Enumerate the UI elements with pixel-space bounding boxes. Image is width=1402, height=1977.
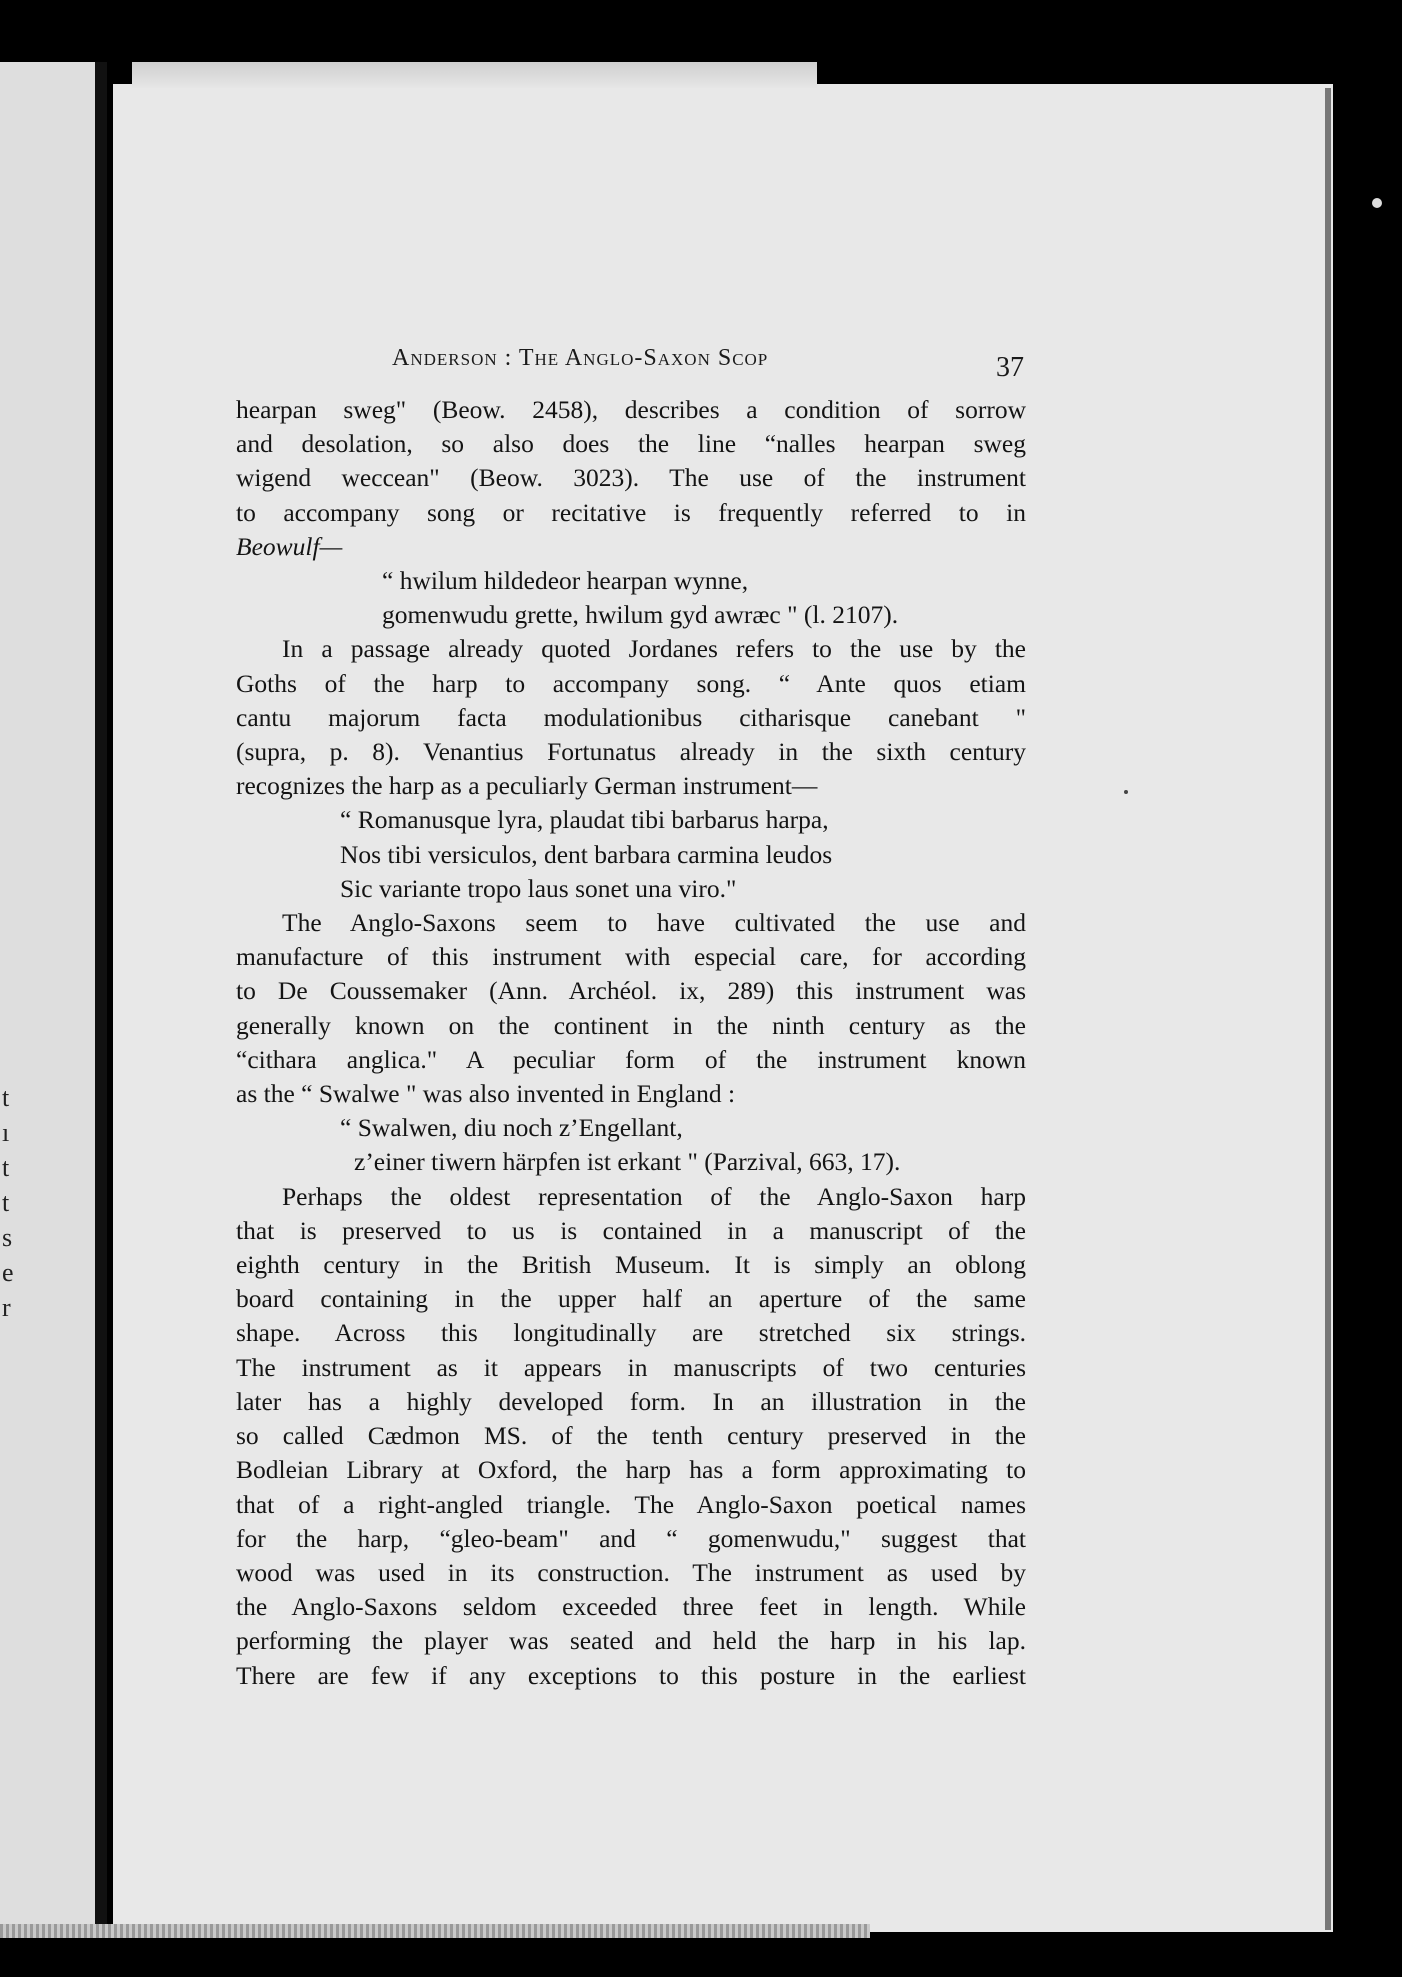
scan-speck (1124, 790, 1128, 794)
verse-line: Sic variante tropo laus sonet una viro." (340, 873, 737, 903)
text-line: to De Coussemaker (Ann. Archéol. ix, 289) this instrument was (236, 976, 1026, 1006)
scan-dot (1372, 198, 1382, 208)
page-number: 37 (996, 352, 1024, 383)
paragraph (236, 1180, 1026, 1693)
text-line: wigend weccean" (Beow. 3023). The use of the instrument (236, 463, 1026, 493)
text-line: Beowulf— (236, 531, 343, 561)
text-line: (supra, p. 8). Venantius Fortunatus already in the sixth century (236, 737, 1026, 767)
text-line: Perhaps the oldest representation of the Anglo-Saxon harp (282, 1181, 1026, 1211)
text-line: manufacture of this instrument with especial care, for according (236, 942, 1026, 972)
text-line: The instrument as it appears in manuscripts of two centuries (236, 1352, 1026, 1382)
text-line: performing the player was seated and held the harp in his lap. (236, 1626, 1026, 1656)
margin-mark: t (2, 1083, 10, 1112)
body-text (236, 393, 1026, 1693)
text-line: that of a right-angled triangle. The Anglo-Saxon poetical names (236, 1489, 1026, 1519)
verse-line: z’einer tiwern härpfen ist erkant " (Parzival, 663, 17). (354, 1147, 901, 1177)
text-line: that is preserved to us is contained in a manuscript of the (236, 1215, 1026, 1245)
book-gutter (95, 62, 107, 1924)
text-line: Bodleian Library at Oxford, the harp has a form approximating to (236, 1455, 1026, 1485)
text-line: shape. Across this longitudinally are stretched six strings. (236, 1318, 1026, 1348)
running-head: Anderson : The Anglo-Saxon Scop (392, 345, 769, 371)
text-line: for the harp, “gleo-beam" and “ gomenwudu," suggest that (236, 1523, 1026, 1553)
verse-line: “ Romanusque lyra, plaudat tibi barbarus harpa, (340, 805, 829, 835)
text-line: hearpan sweg" (Beow. 2458), describes a condition of sorrow (236, 395, 1026, 424)
text-line: as the “ Swalwe " was also invented in England : (236, 1079, 736, 1109)
page-top-strip (132, 62, 817, 88)
paragraph (236, 632, 1026, 803)
verse-line: “ Swalwen, diu noch z’Engellant, (340, 1113, 683, 1143)
text-line: board containing in the upper half an aperture of the same (236, 1284, 1026, 1314)
margin-mark: t (2, 1153, 10, 1182)
paragraph (236, 393, 1026, 564)
text-line: wood was used in its construction. The instrument as used by (236, 1557, 1026, 1587)
margin-mark: s (2, 1223, 13, 1252)
page-right-shadow (1325, 88, 1331, 1930)
margin-mark: ı (2, 1118, 10, 1147)
text-line: “cithara anglica." A peculiar form of the instrument known (236, 1044, 1026, 1074)
verse-line: “ hwilum hildedeor hearpan wynne, (382, 566, 749, 596)
text-line: In a passage already quoted Jordanes refers to the use by the (282, 634, 1026, 664)
verse-line: Nos tibi versiculos, dent barbara carmina leudos (340, 839, 833, 869)
verse-line: gomenwudu grette, hwilum gyd awræc " (l. 2107). (382, 600, 899, 630)
text-line: recognizes the harp as a peculiarly German instrument— (236, 771, 818, 801)
text-line: to accompany song or recitative is frequently referred to in (236, 497, 1026, 527)
text-line: so called Cædmon MS. of the tenth century preserved in the (236, 1421, 1026, 1451)
text-line: eighth century in the British Museum. It is simply an oblong (236, 1250, 1026, 1280)
margin-mark: e (2, 1258, 14, 1287)
text-line: The Anglo-Saxons seem to have cultivated the use and (282, 908, 1026, 938)
left-margin-marks (2, 1080, 22, 1440)
paragraph (236, 906, 1026, 1111)
text-line: the Anglo-Saxons seldom exceeded three feet in length. While (236, 1592, 1026, 1622)
text-line: cantu majorum facta modulationibus citharisque canebant " (236, 702, 1026, 732)
text-line: Goths of the harp to accompany song. “ Ante quos etiam (236, 668, 1026, 698)
text-line: generally known on the continent in the ninth century as the (236, 1010, 1026, 1040)
text-line: There are few if any exceptions to this posture in the earliest (236, 1660, 1026, 1690)
text-line: later has a highly developed form. In an illustration in the (236, 1386, 1026, 1416)
left-page-edge (0, 62, 96, 1924)
text-line: and desolation, so also does the line “nalles hearpan sweg (236, 429, 1026, 459)
page-bottom-strip (0, 1924, 870, 1938)
margin-mark: r (2, 1293, 11, 1322)
margin-mark: t (2, 1188, 10, 1217)
